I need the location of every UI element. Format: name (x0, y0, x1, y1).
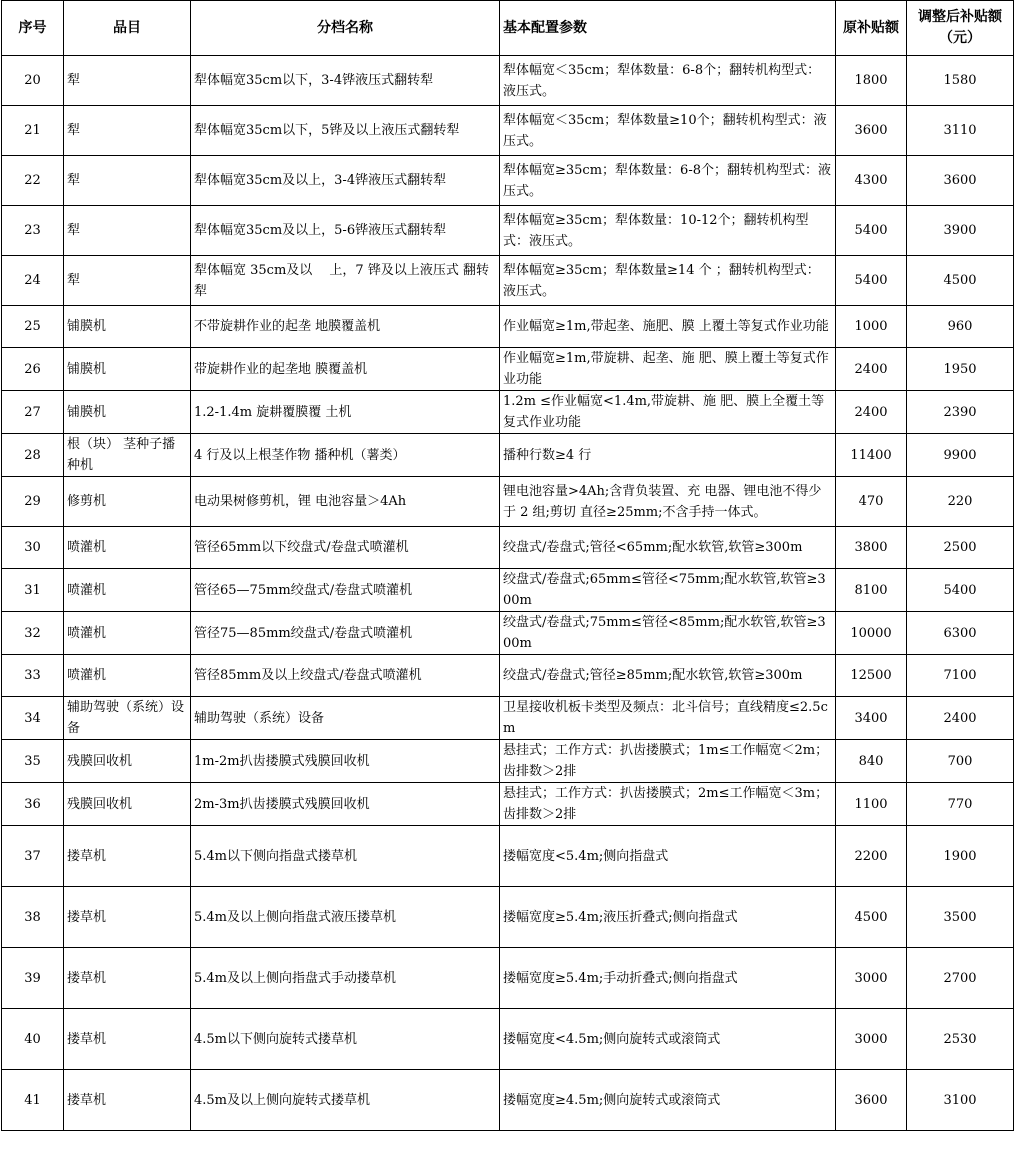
table-row (2, 206, 1014, 256)
cell-original: 3000 (836, 1009, 907, 1070)
cell-no: 28 (2, 434, 64, 477)
cell-config: 锂电池容量>4Ah;含背负装置、充 电器、锂电池不得少于 2 组;剪切 直径≥25mm;不含手持一体式。 (500, 477, 836, 527)
cell-config: 搂幅宽度≥5.4m;手动折叠式;侧向指盘式 (500, 948, 836, 1009)
cell-no: 41 (2, 1070, 64, 1131)
cell-config: 搂幅宽度<5.4m;侧向指盘式 (500, 826, 836, 887)
cell-item: 修剪机 (64, 477, 191, 527)
cell-config: 搂幅宽度≥4.5m;侧向旋转式或滚筒式 (500, 1070, 836, 1131)
table-row (2, 612, 1014, 655)
cell-no: 20 (2, 56, 64, 106)
cell-no: 26 (2, 348, 64, 391)
cell-item: 搂草机 (64, 1070, 191, 1131)
cell-grade: 犁体幅宽35cm以下，5铧及以上液压式翻转犁 (191, 106, 500, 156)
cell-no: 37 (2, 826, 64, 887)
cell-adjusted: 1580 (907, 56, 1014, 106)
cell-config: 犁体幅宽＜35cm；犁体数量≥10个；翻转机构型式：液压式。 (500, 106, 836, 156)
table-row (2, 783, 1014, 826)
cell-adjusted: 2390 (907, 391, 1014, 434)
cell-no: 38 (2, 887, 64, 948)
cell-grade: 犁体幅宽35cm及以上，3-4铧液压式翻转犁 (191, 156, 500, 206)
cell-config: 绞盘式/卷盘式;75mm≤管径<85mm;配水软管,软管≥300m (500, 612, 836, 655)
cell-adjusted: 9900 (907, 434, 1014, 477)
cell-adjusted: 7100 (907, 655, 1014, 697)
cell-no: 27 (2, 391, 64, 434)
cell-grade: 犁体幅宽35cm以下，3-4铧液压式翻转犁 (191, 56, 500, 106)
table-row (2, 477, 1014, 527)
cell-no: 24 (2, 256, 64, 306)
cell-adjusted: 2500 (907, 527, 1014, 569)
cell-grade: 管径75—85mm绞盘式/卷盘式喷灌机 (191, 612, 500, 655)
table-row (2, 948, 1014, 1009)
cell-grade: 不带旋耕作业的起垄 地膜覆盖机 (191, 306, 500, 348)
cell-item: 犁 (64, 106, 191, 156)
cell-config: 作业幅宽≥1m,带旋耕、起垄、施 肥、膜上覆土等复式作业功能 (500, 348, 836, 391)
table-body (2, 56, 1014, 1131)
cell-original: 4300 (836, 156, 907, 206)
cell-item: 铺膜机 (64, 306, 191, 348)
header-no: 序号 (2, 1, 64, 56)
cell-adjusted: 3100 (907, 1070, 1014, 1131)
table-row (2, 106, 1014, 156)
cell-original: 8100 (836, 569, 907, 612)
cell-adjusted: 2400 (907, 697, 1014, 740)
cell-item: 喷灌机 (64, 655, 191, 697)
cell-original: 1800 (836, 56, 907, 106)
cell-original: 1100 (836, 783, 907, 826)
cell-original: 3600 (836, 106, 907, 156)
cell-grade: 5.4m及以上侧向指盘式液压搂草机 (191, 887, 500, 948)
cell-grade: 犁体幅宽 35cm及以 上，7 铧及以上液压式 翻转犁 (191, 256, 500, 306)
cell-item: 犁 (64, 256, 191, 306)
table-row (2, 156, 1014, 206)
cell-adjusted: 220 (907, 477, 1014, 527)
cell-grade: 管径85mm及以上绞盘式/卷盘式喷灌机 (191, 655, 500, 697)
cell-item: 犁 (64, 56, 191, 106)
cell-original: 2400 (836, 348, 907, 391)
table-header (2, 1, 1014, 56)
cell-item: 搂草机 (64, 948, 191, 1009)
cell-item: 铺膜机 (64, 348, 191, 391)
cell-original: 12500 (836, 655, 907, 697)
cell-no: 23 (2, 206, 64, 256)
cell-no: 33 (2, 655, 64, 697)
cell-no: 40 (2, 1009, 64, 1070)
cell-config: 卫星接收机板卡类型及频点：北斗信号；直线精度≤2.5cm (500, 697, 836, 740)
cell-no: 21 (2, 106, 64, 156)
cell-config: 犁体幅宽≥35cm；犁体数量：6-8个；翻转机构型式：液压式。 (500, 156, 836, 206)
cell-adjusted: 3110 (907, 106, 1014, 156)
table-row (2, 348, 1014, 391)
header-grade: 分档名称 (191, 1, 500, 56)
cell-no: 39 (2, 948, 64, 1009)
cell-adjusted: 3500 (907, 887, 1014, 948)
table-row (2, 887, 1014, 948)
cell-config: 绞盘式/卷盘式;管径≥85mm;配水软管,软管≥300m (500, 655, 836, 697)
cell-grade: 带旋耕作业的起垄地 膜覆盖机 (191, 348, 500, 391)
cell-no: 34 (2, 697, 64, 740)
table-row (2, 391, 1014, 434)
cell-original: 470 (836, 477, 907, 527)
cell-original: 5400 (836, 256, 907, 306)
cell-adjusted: 960 (907, 306, 1014, 348)
cell-item: 辅助驾驶（系统）设备 (64, 697, 191, 740)
cell-adjusted: 1900 (907, 826, 1014, 887)
cell-original: 4500 (836, 887, 907, 948)
cell-item: 喷灌机 (64, 612, 191, 655)
cell-item: 搂草机 (64, 1009, 191, 1070)
cell-item: 喷灌机 (64, 569, 191, 612)
cell-item: 犁 (64, 206, 191, 256)
table-row (2, 527, 1014, 569)
cell-config: 犁体幅宽≥35cm；犁体数量：10-12个；翻转机构型式：液压式。 (500, 206, 836, 256)
cell-adjusted: 3600 (907, 156, 1014, 206)
cell-config: 犁体幅宽＜35cm；犁体数量：6-8个；翻转机构型式：液压式。 (500, 56, 836, 106)
cell-no: 35 (2, 740, 64, 783)
cell-config: 搂幅宽度<4.5m;侧向旋转式或滚筒式 (500, 1009, 836, 1070)
header-item: 品目 (64, 1, 191, 56)
cell-adjusted: 5400 (907, 569, 1014, 612)
cell-grade: 4.5m以下侧向旋转式搂草机 (191, 1009, 500, 1070)
cell-item: 铺膜机 (64, 391, 191, 434)
cell-grade: 4 行及以上根茎作物 播种机（薯类） (191, 434, 500, 477)
cell-grade: 4.5m及以上侧向旋转式搂草机 (191, 1070, 500, 1131)
table-row (2, 569, 1014, 612)
cell-config: 犁体幅宽≥35cm；犁体数量≥14 个 ；翻转机构型式：液压式。 (500, 256, 836, 306)
cell-adjusted: 3900 (907, 206, 1014, 256)
cell-no: 36 (2, 783, 64, 826)
cell-config: 绞盘式/卷盘式;管径<65mm;配水软管,软管≥300m (500, 527, 836, 569)
table-row (2, 56, 1014, 106)
cell-grade: 1m-2m扒齿搂膜式残膜回收机 (191, 740, 500, 783)
cell-item: 犁 (64, 156, 191, 206)
cell-grade: 犁体幅宽35cm及以上，5-6铧液压式翻转犁 (191, 206, 500, 256)
cell-original: 3000 (836, 948, 907, 1009)
table-row (2, 306, 1014, 348)
cell-adjusted: 2530 (907, 1009, 1014, 1070)
cell-grade: 电动果树修剪机，锂 电池容量＞4Ah (191, 477, 500, 527)
table-row (2, 697, 1014, 740)
cell-adjusted: 6300 (907, 612, 1014, 655)
cell-config: 作业幅宽≥1m,带起垄、施肥、膜 上覆土等复式作业功能 (500, 306, 836, 348)
cell-original: 3800 (836, 527, 907, 569)
table-row (2, 1070, 1014, 1131)
cell-adjusted: 700 (907, 740, 1014, 783)
cell-adjusted: 2700 (907, 948, 1014, 1009)
cell-grade: 2m-3m扒齿搂膜式残膜回收机 (191, 783, 500, 826)
cell-original: 840 (836, 740, 907, 783)
cell-grade: 5.4m以下侧向指盘式搂草机 (191, 826, 500, 887)
cell-item: 搂草机 (64, 887, 191, 948)
cell-config: 绞盘式/卷盘式;65mm≤管径<75mm;配水软管,软管≥300m (500, 569, 836, 612)
cell-no: 22 (2, 156, 64, 206)
cell-grade: 管径65—75mm绞盘式/卷盘式喷灌机 (191, 569, 500, 612)
cell-original: 2400 (836, 391, 907, 434)
cell-original: 1000 (836, 306, 907, 348)
cell-adjusted: 770 (907, 783, 1014, 826)
cell-grade: 1.2-1.4m 旋耕覆膜覆 土机 (191, 391, 500, 434)
cell-config: 播种行数≥4 行 (500, 434, 836, 477)
cell-config: 搂幅宽度≥5.4m;液压折叠式;侧向指盘式 (500, 887, 836, 948)
cell-adjusted: 1950 (907, 348, 1014, 391)
cell-original: 3600 (836, 1070, 907, 1131)
table-row (2, 740, 1014, 783)
cell-item: 残膜回收机 (64, 740, 191, 783)
cell-original: 2200 (836, 826, 907, 887)
cell-original: 5400 (836, 206, 907, 256)
header-adjusted: 调整后补贴额（元） (907, 1, 1014, 56)
cell-config: 悬挂式；工作方式：扒齿搂膜式；2m≤工作幅宽＜3m；齿排数＞2排 (500, 783, 836, 826)
cell-original: 11400 (836, 434, 907, 477)
cell-no: 30 (2, 527, 64, 569)
cell-original: 3400 (836, 697, 907, 740)
cell-item: 残膜回收机 (64, 783, 191, 826)
header-config: 基本配置参数 (500, 1, 836, 56)
subsidy-table (1, 0, 1014, 1131)
table-row (2, 1009, 1014, 1070)
cell-config: 1.2m ≤作业幅宽<1.4m,带旋耕、施 肥、膜上全覆土等复式作业功能 (500, 391, 836, 434)
cell-original: 10000 (836, 612, 907, 655)
table-row (2, 434, 1014, 477)
cell-adjusted: 4500 (907, 256, 1014, 306)
cell-no: 32 (2, 612, 64, 655)
cell-grade: 5.4m及以上侧向指盘式手动搂草机 (191, 948, 500, 1009)
cell-no: 31 (2, 569, 64, 612)
cell-grade: 辅助驾驶（系统）设备 (191, 697, 500, 740)
cell-config: 悬挂式；工作方式：扒齿搂膜式；1m≤工作幅宽＜2m；齿排数＞2排 (500, 740, 836, 783)
table-row (2, 655, 1014, 697)
cell-no: 29 (2, 477, 64, 527)
table-row (2, 826, 1014, 887)
cell-grade: 管径65mm以下绞盘式/卷盘式喷灌机 (191, 527, 500, 569)
cell-item: 喷灌机 (64, 527, 191, 569)
cell-no: 25 (2, 306, 64, 348)
cell-item: 根（块） 茎种子播种机 (64, 434, 191, 477)
table-row (2, 256, 1014, 306)
header-original: 原补贴额 (836, 1, 907, 56)
cell-item: 搂草机 (64, 826, 191, 887)
